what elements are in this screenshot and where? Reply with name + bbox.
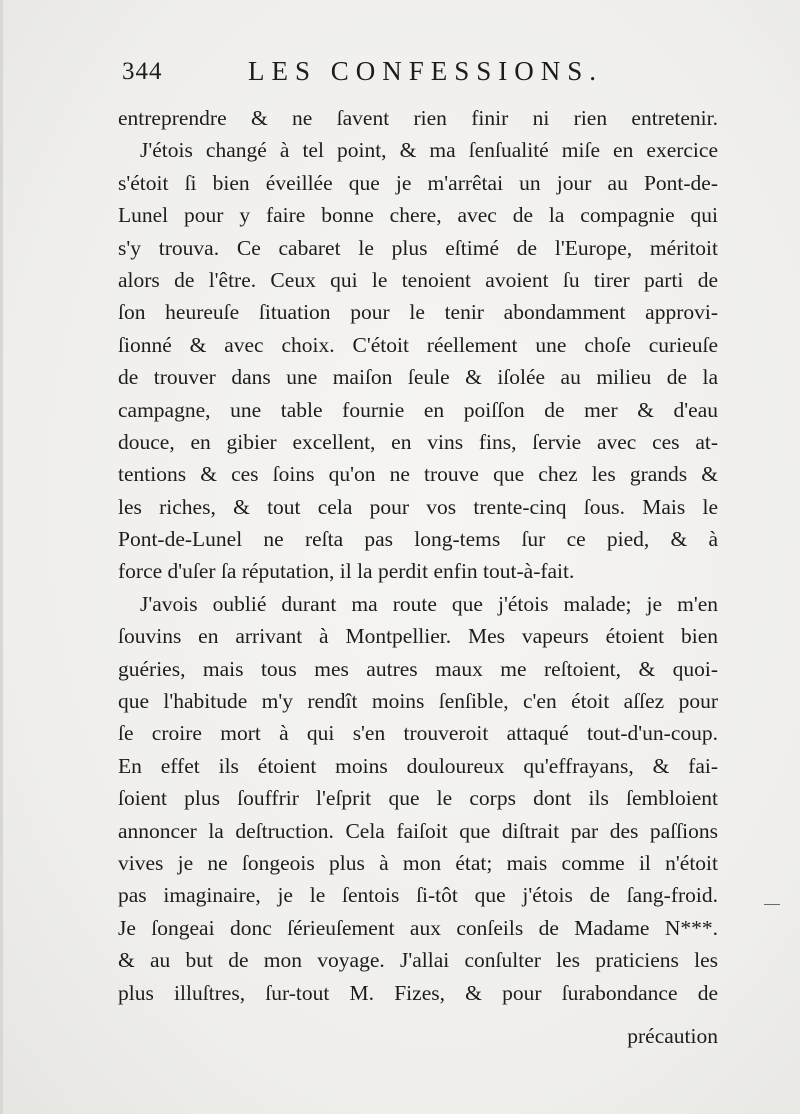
running-title: LES CONFESSIONS.: [248, 56, 604, 86]
text-line: Je ſongeai donc ſérieuſement aux conſeils de Madame N***.: [118, 915, 718, 940]
text-line: ſe croire mort à qui s'en trouveroit attaqué tout-d'un-coup.: [118, 721, 718, 746]
page-header: [118, 56, 718, 92]
text-line: ſionné & avec choix. C'étoit réellement une choſe curieuſe: [118, 332, 718, 357]
text-line: J'avois oublié durant ma route que j'étois malade; je m'en: [140, 591, 718, 616]
text-line: force d'uſer ſa réputation, il la perdit enfin tout-à-fait.: [118, 559, 575, 584]
text-line: guéries, mais tous mes autres maux me reſtoient, & quoi-: [118, 656, 718, 681]
catchword: précaution: [627, 1024, 718, 1048]
text-line: tentions & ces ſoins qu'on ne trouve que chez les grands &: [118, 462, 718, 487]
text-line: ſouvins en arrivant à Montpellier. Mes vapeurs étoient bien: [118, 624, 718, 649]
text-line: entreprendre & ne ſavent rien finir ni rien entretenir.: [118, 106, 718, 130]
text-line: douce, en gibier excellent, en vins fins, ſervie avec ces at-: [118, 429, 718, 454]
text-line: campagne, une table fournie en poiſſon de mer & d'eau: [118, 397, 718, 422]
margin-dash: [764, 904, 780, 905]
text-line: pas imaginaire, je le ſentois ſi-tôt que j'étois de ſang-froid.: [118, 883, 718, 908]
text-line: & au but de mon voyage. J'allai conſulter les praticiens les: [118, 948, 718, 973]
text-line: s'étoit ſi bien éveillée que je m'arrêtai un jour au Pont-de-: [118, 170, 718, 195]
body-text: [118, 102, 718, 1009]
text-line: ſon heureuſe ſituation pour le tenir abondamment approvi-: [118, 300, 718, 325]
text-line: alors de l'être. Ceux qui le tenoient avoient ſu tirer parti de: [118, 267, 718, 292]
text-line: plus illuſtres, ſur-tout M. Fizes, & pour ſurabondance de: [118, 980, 718, 1005]
text-line: J'étois changé à tel point, & ma ſenſualité miſe en exercice: [140, 138, 718, 163]
text-line: s'y trouva. Ce cabaret le plus eſtimé de l'Europe, méritoit: [118, 235, 718, 260]
text-line: que l'habitude m'y rendît moins ſenſible, c'en étoit aſſez pour: [118, 689, 718, 714]
text-line: vives je ne ſongeois plus à mon état; mais comme il n'étoit: [118, 850, 718, 875]
text-line: Pont-de-Lunel ne reſta pas long-tems ſur ce pied, & à: [118, 527, 718, 552]
text-line: annoncer la deſtruction. Cela faiſoit que diſtrait par des paſſions: [118, 818, 718, 843]
text-line: ſoient plus ſouffrir l'eſprit que le corps dont ils ſembloient: [118, 786, 718, 811]
text-line: En effet ils étoient moins douloureux qu'effrayans, & fai-: [118, 753, 718, 778]
page-number: 344: [122, 58, 163, 85]
text-line: les riches, & tout cela pour vos trente-cinq ſous. Mais le: [118, 494, 718, 519]
text-line: de trouver dans une maiſon ſeule & iſolée au milieu de la: [118, 365, 718, 390]
gutter-shadow: [0, 0, 3, 1114]
text-line: Lunel pour y faire bonne chere, avec de la compagnie qui: [118, 203, 718, 228]
